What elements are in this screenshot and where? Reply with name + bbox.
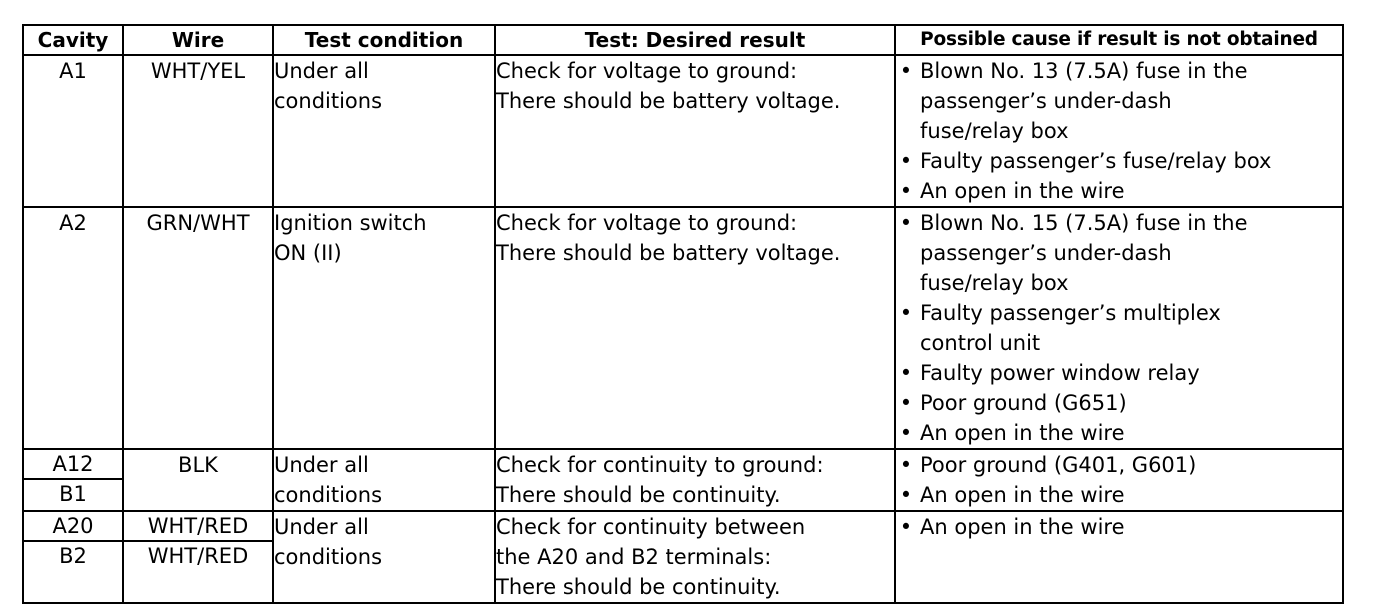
condition-line: Under all	[274, 59, 369, 83]
bullet-icon: •	[899, 453, 913, 477]
bullet-icon: •	[899, 59, 913, 83]
bullet-icon: •	[899, 515, 913, 539]
result-cell	[495, 449, 895, 511]
cause-item	[896, 298, 1342, 358]
wire-cell	[123, 55, 273, 207]
condition-line: conditions	[274, 483, 383, 507]
terminal-test-table	[22, 24, 1344, 604]
wire-cell	[123, 207, 273, 449]
header-possible-cause: Possible cause if result is not obtained	[895, 25, 1343, 55]
result-line: Check for continuity to ground:	[496, 453, 824, 477]
cause-item	[896, 176, 1342, 206]
bullet-icon: •	[899, 391, 913, 415]
cause-list	[896, 512, 1342, 542]
cause-line: fuse/relay box	[920, 119, 1069, 143]
cavity-cell	[23, 511, 123, 603]
cavity-cell	[23, 449, 123, 511]
cause-cell	[895, 55, 1343, 207]
cause-item	[896, 512, 1342, 542]
condition-line: ON (II)	[274, 241, 342, 265]
cause-line: An open in the wire	[920, 515, 1125, 539]
condition-line: conditions	[274, 545, 383, 569]
bullet-icon: •	[899, 483, 913, 507]
condition-cell	[273, 449, 495, 511]
cause-item	[896, 146, 1342, 176]
condition-cell	[273, 511, 495, 603]
cause-line: Faulty passenger’s fuse/relay box	[920, 149, 1272, 173]
cavity-id: A12	[24, 450, 122, 480]
result-cell	[495, 207, 895, 449]
bullet-icon: •	[899, 149, 913, 173]
cause-item	[896, 208, 1342, 298]
cause-line: An open in the wire	[920, 483, 1125, 507]
result-line: Check for continuity between	[496, 515, 806, 539]
header-cavity: Cavity	[23, 25, 123, 55]
cause-list	[896, 208, 1342, 448]
cause-cell	[895, 511, 1343, 603]
cause-line: Blown No. 15 (7.5A) fuse in the	[920, 211, 1248, 235]
table-row-a12-b1	[23, 449, 1343, 511]
cause-cell	[895, 207, 1343, 449]
cause-line: Faulty passenger’s multiplex	[920, 301, 1221, 325]
condition-line: conditions	[274, 89, 383, 113]
wire-color: WHT/RED	[124, 512, 272, 542]
cause-item	[896, 56, 1342, 146]
result-cell	[495, 55, 895, 207]
cause-line: Faulty power window relay	[920, 361, 1200, 385]
cavity-id: A20	[24, 512, 122, 542]
cause-line: passenger’s under-dash	[920, 241, 1172, 265]
cavity-id: B1	[59, 482, 87, 506]
cause-line: fuse/relay box	[920, 271, 1069, 295]
wire-color: BLK	[178, 453, 218, 477]
condition-cell	[273, 207, 495, 449]
wire-cell	[123, 511, 273, 603]
bullet-icon: •	[899, 301, 913, 325]
bullet-icon: •	[899, 211, 913, 235]
cause-item	[896, 418, 1342, 448]
cause-line: An open in the wire	[920, 179, 1125, 203]
result-line: the A20 and B2 terminals:	[496, 545, 772, 569]
header-wire: Wire	[123, 25, 273, 55]
result-line: There should be continuity.	[496, 483, 781, 507]
condition-cell	[273, 55, 495, 207]
cavity-id: B2	[59, 544, 87, 568]
table-row-a2	[23, 207, 1343, 449]
result-line: There should be battery voltage.	[496, 241, 841, 265]
cause-cell	[895, 449, 1343, 511]
cavity-id: A2	[59, 211, 87, 235]
cause-line: Blown No. 13 (7.5A) fuse in the	[920, 59, 1248, 83]
cause-list	[896, 450, 1342, 510]
result-line: Check for voltage to ground:	[496, 59, 798, 83]
header-test-condition: Test condition	[273, 25, 495, 55]
result-line: There should be continuity.	[496, 575, 781, 599]
bullet-icon: •	[899, 361, 913, 385]
condition-line: Ignition switch	[274, 211, 427, 235]
wire-color: WHT/RED	[147, 544, 249, 568]
bullet-icon: •	[899, 421, 913, 445]
cause-line: An open in the wire	[920, 421, 1125, 445]
condition-line: Under all	[274, 453, 369, 477]
wire-color: GRN/WHT	[146, 211, 250, 235]
result-line: There should be battery voltage.	[496, 89, 841, 113]
result-line: Check for voltage to ground:	[496, 211, 798, 235]
bullet-icon: •	[899, 179, 913, 203]
cavity-cell	[23, 55, 123, 207]
condition-line: Under all	[274, 515, 369, 539]
cause-line: passenger’s under-dash	[920, 89, 1172, 113]
cause-item	[896, 450, 1342, 480]
cause-line: control unit	[920, 331, 1041, 355]
cause-line: Poor ground (G401, G601)	[920, 453, 1197, 477]
table-row-a20-b2	[23, 511, 1343, 603]
header-desired-result: Test: Desired result	[495, 25, 895, 55]
result-cell	[495, 511, 895, 603]
cause-item	[896, 480, 1342, 510]
wire-cell	[123, 449, 273, 511]
wire-color: WHT/YEL	[150, 59, 246, 83]
table-row-a1	[23, 55, 1343, 207]
cavity-id: A1	[59, 59, 87, 83]
cause-item	[896, 388, 1342, 418]
cavity-cell	[23, 207, 123, 449]
cause-line: Poor ground (G651)	[920, 391, 1127, 415]
cause-list	[896, 56, 1342, 206]
header-row	[23, 25, 1343, 55]
cause-item	[896, 358, 1342, 388]
